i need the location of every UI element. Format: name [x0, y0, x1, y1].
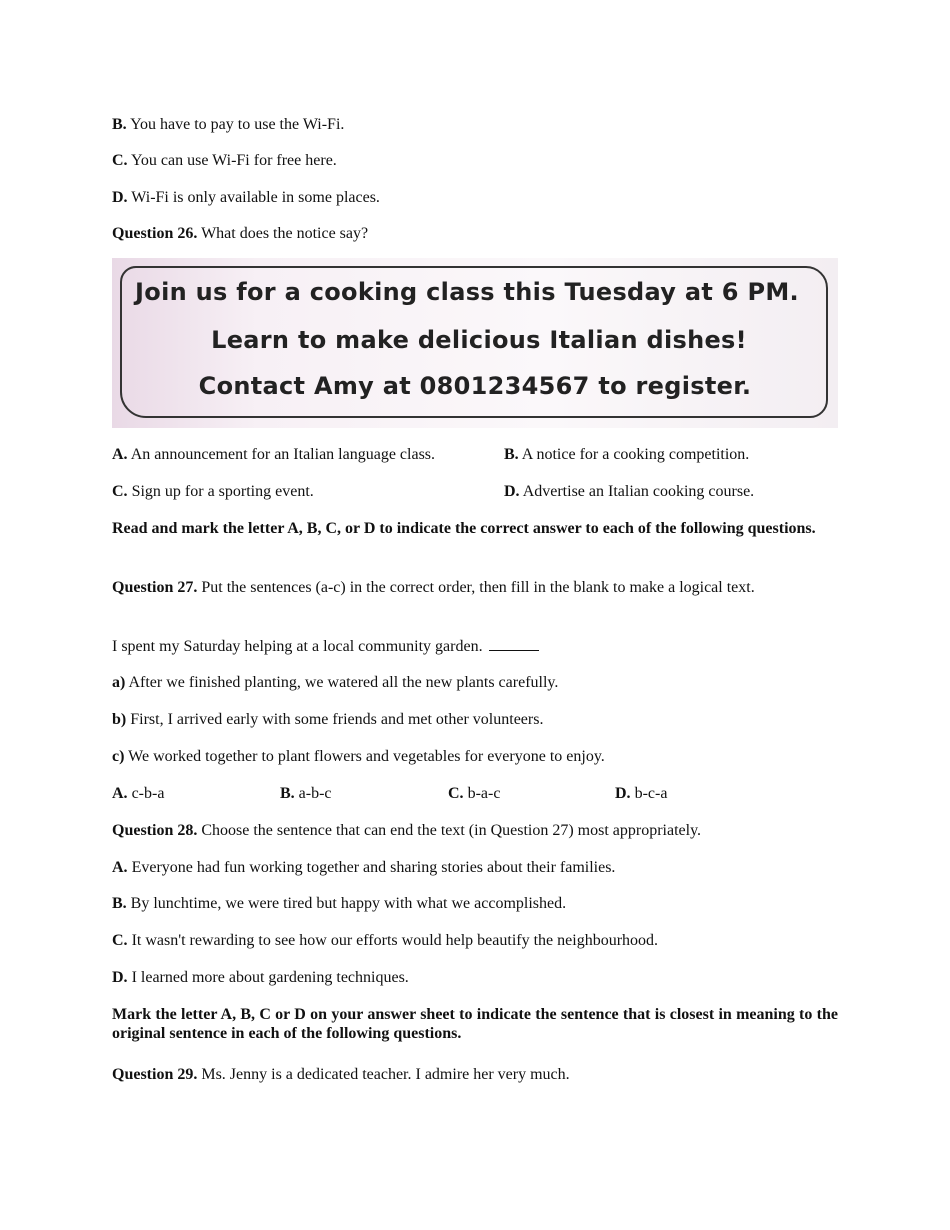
q27-option-b: B. a-b-c: [280, 785, 332, 802]
q25-option-d: D. Wi-Fi is only available in some places.: [112, 189, 380, 206]
q26-options-row-2: [112, 482, 838, 501]
q27-option-d: D. b-c-a: [615, 785, 668, 802]
q27-stem: I spent my Saturday helping at a local community garden.: [112, 636, 838, 656]
q27-sentence-b: b) First, I arrived early with some friends and met other volunteers.: [112, 711, 544, 728]
q26-option-a: A. An announcement for an Italian language class.: [112, 446, 436, 463]
instruction-read: Read and mark the letter A, B, C, or D to indicate the correct answer to each of the following questions.: [112, 520, 816, 537]
q25-option-c: C. You can use Wi-Fi for free here.: [112, 152, 337, 169]
instruction-mark: Mark the letter A, B, C or D on your answer sheet to indicate the sentence that is closest in meaning to the original sentence in each of the following questions.: [112, 1006, 838, 1042]
q28-option-b: B. By lunchtime, we were tired but happy with what we accomplished.: [112, 895, 567, 912]
notice-line-1: Join us for a cooking class this Tuesday at 6 PM.: [135, 278, 799, 306]
q27-sentence-c: c) We worked together to plant flowers and vegetables for everyone to enjoy.: [112, 748, 605, 765]
q26-option-b: B. A notice for a cooking competition.: [504, 446, 750, 463]
q27-option-c: C. b-a-c: [448, 785, 501, 802]
notice-image: [112, 258, 838, 428]
q27-sentence-a: a) After we finished planting, we watered all the new plants carefully.: [112, 674, 559, 691]
answer-blank: [489, 636, 539, 651]
q28-option-d: D. I learned more about gardening techniques.: [112, 969, 409, 986]
q25-option-b: B. You have to pay to use the Wi-Fi.: [112, 116, 345, 133]
q26-options-row-1: [112, 445, 838, 464]
q28-option-a: A. Everyone had fun working together and sharing stories about their families.: [112, 859, 616, 876]
q27-question: Question 27. Put the sentences (a-c) in the correct order, then fill in the blank to make a logical text.: [112, 579, 755, 596]
q28-question: Question 28. Choose the sentence that can end the text (in Question 27) most appropriately.: [112, 822, 702, 839]
q28-option-c: C. It wasn't rewarding to see how our efforts would help beautify the neighbourhood.: [112, 932, 659, 949]
q27-option-a: A. c-b-a: [112, 785, 165, 802]
notice-line-3: Contact Amy at 0801234567 to register.: [198, 372, 752, 400]
q26-option-c: C. Sign up for a sporting event.: [112, 483, 314, 500]
notice-line-2: Learn to make delicious Italian dishes!: [211, 326, 747, 354]
q29-question: Question 29. Ms. Jenny is a dedicated teacher. I admire her very much.: [112, 1066, 570, 1083]
q26-option-d: D. Advertise an Italian cooking course.: [504, 483, 755, 500]
q26-question: Question 26. What does the notice say?: [112, 225, 369, 242]
